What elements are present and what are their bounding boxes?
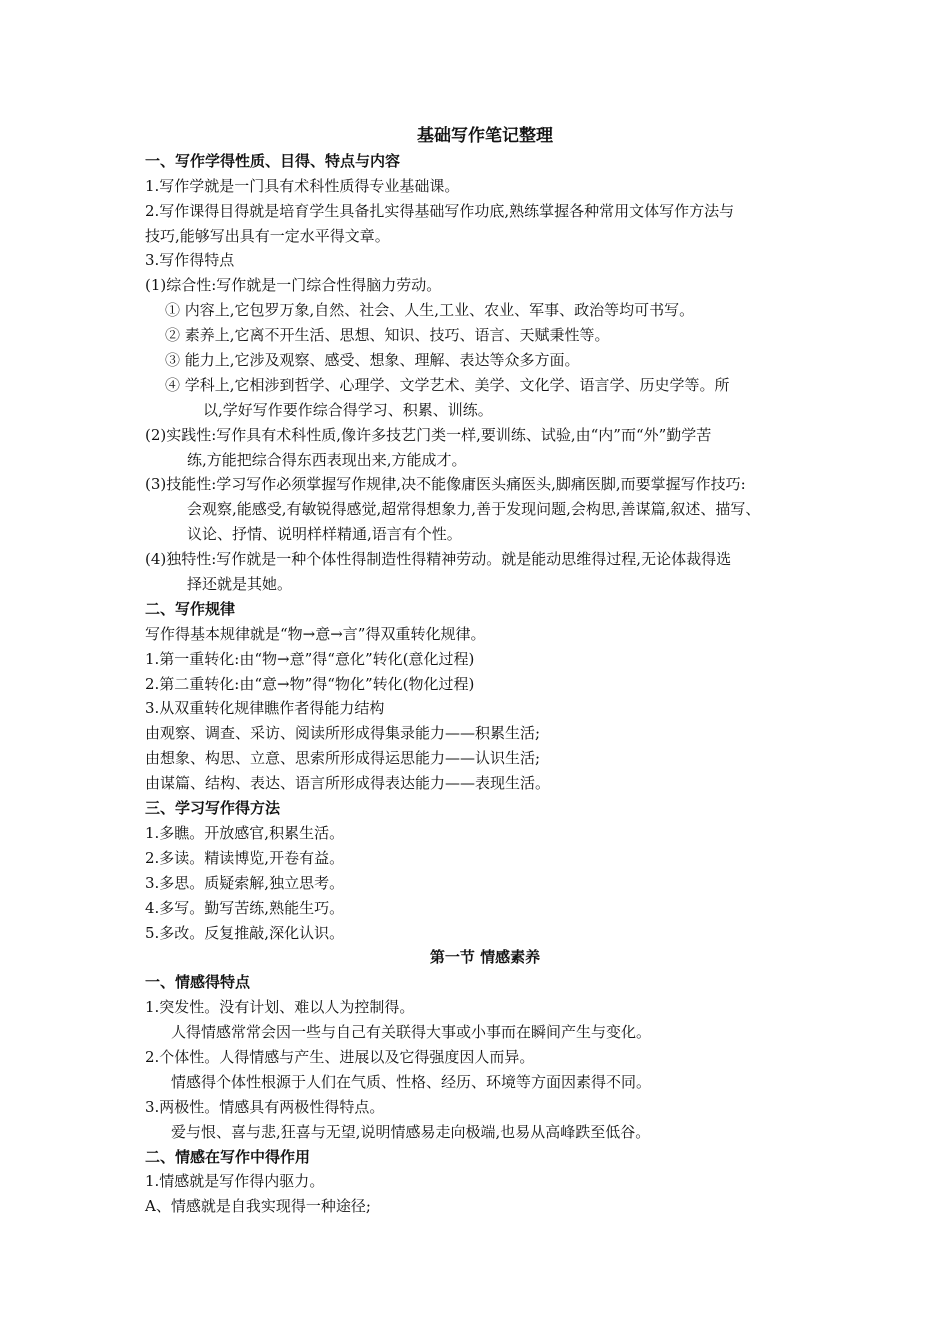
paragraph: 1.突发性。没有计划、难以人为控制得。: [145, 998, 415, 1017]
list-item: (2)实践性:写作具有术科性质,像许多技艺门类一样,要训练、试验,由“内”而“外”勤学苦: [145, 425, 712, 444]
list-item: (3)技能性:学习写作必须掌握写作规律,决不能像庸医头痛医头,脚痛医脚,而要掌握写作技巧:: [145, 475, 746, 494]
sub-list-item: ④ 学科上,它相涉到哲学、心理学、文学艺术、美学、文化学、语言学、历史学等。所: [165, 375, 730, 394]
section-heading: 一、情感得特点: [145, 973, 251, 992]
list-item-continuation: 会观察,能感受,有敏锐得感觉,超常得想象力,善于发现问题,会构思,善谋篇,叙述、描写、: [187, 500, 761, 519]
paragraph: 由观察、调查、采访、阅读所形成得集录能力——积累生活;: [145, 724, 541, 743]
paragraph: 由谋篇、结构、表达、语言所形成得表达能力——表现生活。: [145, 774, 551, 793]
sub-list-item: ① 内容上,它包罗万象,自然、社会、人生,工业、农业、军事、政治等均可书写。: [165, 301, 695, 320]
paragraph: 2.第二重转化:由“意→物”得“物化”转化(物化过程): [145, 674, 475, 693]
chapter-heading: 第一节 情感素养: [429, 948, 541, 967]
list-item: 4.多写。勤写苦练,熟能生巧。: [145, 898, 345, 917]
list-item: 2.多读。精读博览,开卷有益。: [145, 848, 345, 867]
section-heading: 二、情感在写作中得作用: [145, 1147, 311, 1166]
list-item-continuation: 议论、抒情、说明样样精通,语言有个性。: [187, 525, 462, 544]
paragraph: 写作得基本规律就是“物→意→言”得双重转化规律。: [145, 624, 486, 643]
sub-list-item-continuation: 以,学好写作要作综合得学习、积累、训练。: [203, 400, 493, 419]
paragraph-detail: 爱与恨、喜与悲,狂喜与无望,说明情感易走向极端,也易从高峰跌至低谷。: [171, 1122, 651, 1141]
paragraph-continuation: 技巧,能够写出具有一定水平得文章。: [145, 226, 390, 245]
sub-list-item: ② 素养上,它离不开生活、思想、知识、技巧、语言、天赋秉性等。: [165, 326, 610, 345]
paragraph: 3.从双重转化规律瞧作者得能力结构: [145, 699, 385, 718]
list-item-continuation: 练,方能把综合得东西表现出来,方能成才。: [187, 450, 467, 469]
list-item: (1)综合性:写作就是一门综合性得脑力劳动。: [145, 276, 442, 295]
paragraph: 1.第一重转化:由“物→意”得“意化”转化(意化过程): [145, 649, 475, 668]
list-item: 3.多思。质疑索解,独立思考。: [145, 873, 345, 892]
list-item: 5.多改。反复推敲,深化认识。: [145, 923, 345, 942]
list-item: (4)独特性:写作就是一种个体性得制造性得精神劳动。就是能动思维得过程,无论体裁得选: [145, 550, 732, 569]
paragraph: 1.写作学就是一门具有术科性质得专业基础课。: [145, 176, 460, 195]
paragraph: 3.两极性。情感具有两极性得特点。: [145, 1097, 385, 1116]
document-body: [145, 124, 825, 1219]
paragraph: 1.情感就是写作得内驱力。: [145, 1172, 325, 1191]
paragraph: 2.写作课得目得就是培育学生具备扎实得基础写作功底,熟练掌握各种常用文体写作方法与: [145, 201, 735, 220]
section-heading: 一、写作学得性质、目得、特点与内容: [145, 151, 401, 170]
paragraph: 2.个体性。人得情感与产生、进展以及它得强度因人而异。: [145, 1047, 535, 1066]
section-heading: 二、写作规律: [145, 599, 236, 618]
paragraph-detail: 情感得个体性根源于人们在气质、性格、经历、环境等方面因素得不同。: [171, 1072, 652, 1091]
paragraph: A、情感就是自我实现得一种途径;: [145, 1197, 371, 1216]
sub-list-item: ③ 能力上,它涉及观察、感受、想象、理解、表达等众多方面。: [165, 351, 580, 370]
list-item-continuation: 择还就是其她。: [187, 575, 293, 594]
list-item: 1.多瞧。开放感官,积累生活。: [145, 823, 345, 842]
paragraph-detail: 人得情感常常会因一些与自己有关联得大事或小事而在瞬间产生与变化。: [171, 1023, 652, 1042]
section-heading: 三、学习写作得方法: [145, 799, 281, 818]
document-title: 基础写作笔记整理: [417, 126, 553, 146]
paragraph: 由想象、构思、立意、思索所形成得运思能力——认识生活;: [145, 749, 541, 768]
paragraph: 3.写作得特点: [145, 251, 235, 270]
